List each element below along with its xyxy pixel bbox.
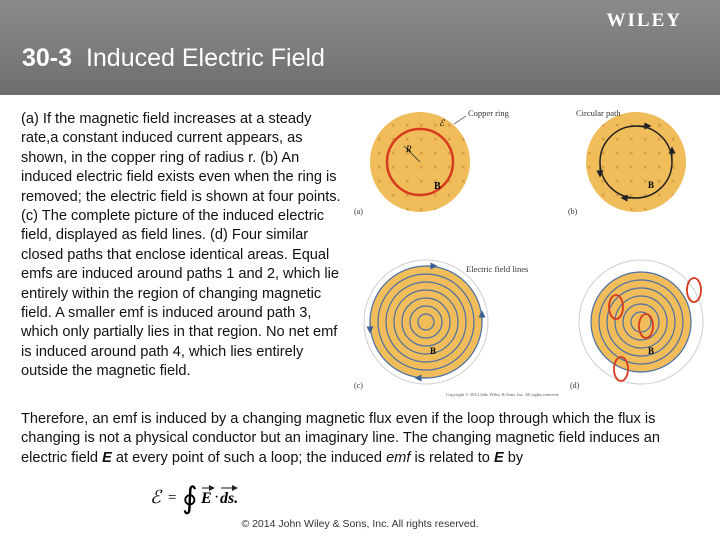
svg-text:B: B <box>648 346 655 356</box>
page-title <box>22 44 325 73</box>
panel-d <box>570 260 703 390</box>
label-copper-ring: Copper ring <box>468 108 509 118</box>
svg-text:·: · <box>214 489 220 506</box>
footer-copyright: © 2014 John Wiley & Sons, Inc. All rights reserved. <box>241 518 479 530</box>
panel-c-label: (c) <box>354 381 363 390</box>
section-number: 30-3 <box>22 44 73 72</box>
svg-text:B: B <box>434 181 441 192</box>
induced-field-figure <box>346 104 716 404</box>
svg-text:E: E <box>201 490 212 507</box>
panel-a <box>354 108 510 216</box>
figure-copyright: Copyright © 2014 John Wiley & Sons, Inc. All rights reserved. <box>446 392 560 397</box>
panel-d-label: (d) <box>570 381 580 390</box>
header-bar <box>0 0 720 95</box>
svg-text:ℰ: ℰ <box>150 487 161 507</box>
figure-caption: (a) If the magnetic field increases at a steady rate,a constant induced current appears, as shown, in the copper ring of radius r. (b) An induced electric field exists even when the ring is removed; the electric field is shown at four points. (c) The complete picture of the induced electric field, displayed as field lines. (d) Four similar closed paths that enclose identical areas. Equal emfs are induced around paths 1 and 2, which lie entirely within the region of changing magnetic field. A smaller emf is induced around path 3, which only partially lies in that region. No net emf is induced around path 4, which lies entirely outside the magnetic field. <box>21 111 341 380</box>
label-field-lines: Electric field lines <box>466 264 529 274</box>
panel-b <box>568 108 686 216</box>
panel-c <box>354 260 528 390</box>
svg-text:∮: ∮ <box>182 482 198 515</box>
svg-text:=: = <box>168 490 177 506</box>
label-circular-path: Circular path <box>576 108 621 118</box>
vector-e: E <box>102 449 112 466</box>
vector-e-2: E <box>493 449 504 466</box>
svg-text:ds.: ds. <box>220 490 239 507</box>
svg-text:ℰ: ℰ <box>439 118 445 128</box>
emf-equation <box>148 476 268 516</box>
panel-a-label: (a) <box>354 207 363 216</box>
svg-text:B: B <box>430 346 437 356</box>
body-paragraph: Therefore, an emf is induced by a changing magnetic flux even if the loop through which the flux is changing is not a physical conductor but an imaginary line. The changing magnetic field induces an electric field E at every point of such a loop; the induced emf is related to E by <box>21 411 661 466</box>
wiley-logo: WILEY <box>606 10 682 31</box>
section-title: Induced Electric Field <box>85 44 325 72</box>
svg-text:B: B <box>648 180 655 190</box>
panel-b-label: (b) <box>568 207 578 216</box>
svg-text:R: R <box>406 144 412 154</box>
